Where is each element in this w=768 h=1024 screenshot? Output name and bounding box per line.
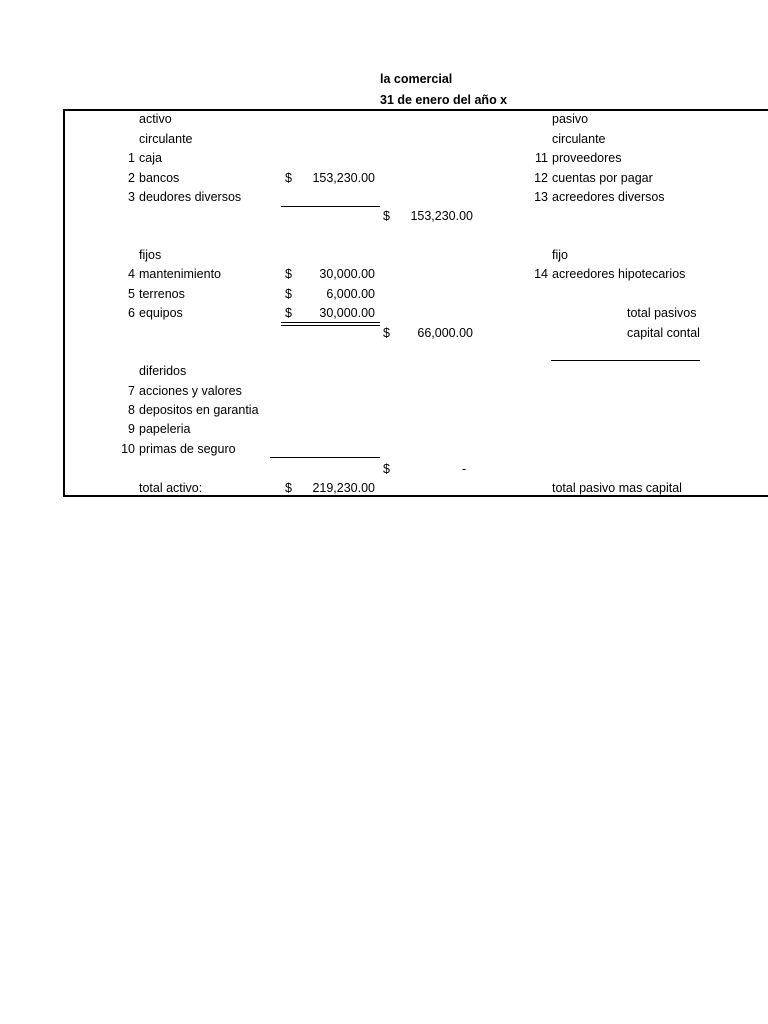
underline xyxy=(281,206,380,207)
balance-sheet-frame xyxy=(63,109,768,497)
row-label: primas de seguro xyxy=(139,442,236,456)
row-label: terrenos xyxy=(139,287,185,301)
currency-symbol: $ xyxy=(285,287,292,301)
row-label: acreedores hipotecarios xyxy=(552,267,686,281)
row-number: 6 xyxy=(128,306,135,320)
fijos-subtotal: 66,000.00 xyxy=(417,326,473,340)
activo-diferidos-title: diferidos xyxy=(139,364,187,378)
row-label: caja xyxy=(139,151,162,165)
total-pasivos-label: total pasivos xyxy=(627,306,697,320)
company-name: la comercial xyxy=(380,72,453,86)
row-number: 7 xyxy=(128,384,135,398)
underline xyxy=(281,325,380,326)
statement-date: 31 de enero del año x xyxy=(380,93,508,107)
currency-symbol: $ xyxy=(285,267,292,281)
row-label: mantenimiento xyxy=(139,267,221,281)
pasivo-circulante-title: circulante xyxy=(552,132,606,146)
currency-symbol: $ xyxy=(383,326,390,340)
row-number: 10 xyxy=(121,442,135,456)
currency-symbol: $ xyxy=(285,171,292,185)
pasivo-fijo-title: fijo xyxy=(552,248,568,262)
row-number: 12 xyxy=(534,171,548,185)
row-number: 11 xyxy=(535,151,548,165)
activo-fijos-title: fijos xyxy=(139,248,162,262)
total-activo-label: total activo: xyxy=(139,481,203,495)
row-number: 3 xyxy=(128,190,135,204)
row-number: 2 xyxy=(128,171,135,185)
row-number: 13 xyxy=(534,190,548,204)
row-label: bancos xyxy=(139,171,180,185)
diferidos-subtotal: - xyxy=(462,462,467,476)
pasivo-title: pasivo xyxy=(552,112,589,126)
total-activo-amount: 219,230.00 xyxy=(312,481,375,495)
row-amount: 30,000.00 xyxy=(319,306,375,320)
row-label: papeleria xyxy=(139,422,191,436)
currency-symbol: $ xyxy=(285,481,292,495)
currency-symbol: $ xyxy=(383,462,390,476)
row-number: 1 xyxy=(128,151,135,165)
row-label: equipos xyxy=(139,306,183,320)
row-label: cuentas por pagar xyxy=(552,171,653,185)
currency-symbol: $ xyxy=(383,209,390,223)
row-label: acciones y valores xyxy=(139,384,242,398)
row-label: proveedores xyxy=(552,151,622,165)
circulante-subtotal: 153,230.00 xyxy=(410,209,473,223)
underline xyxy=(281,322,380,323)
row-number: 4 xyxy=(128,267,135,281)
row-label: depositos en garantia xyxy=(139,403,259,417)
row-amount: 153,230.00 xyxy=(312,171,375,185)
capital-label: capital contal xyxy=(627,326,700,340)
row-number: 5 xyxy=(128,287,135,301)
underline xyxy=(551,360,700,361)
row-number: 9 xyxy=(128,422,135,436)
row-number: 8 xyxy=(128,403,135,417)
currency-symbol: $ xyxy=(285,306,292,320)
row-label: acreedores diversos xyxy=(552,190,665,204)
activo-circulante-title: circulante xyxy=(139,132,193,146)
row-number: 14 xyxy=(534,267,548,281)
activo-title: activo xyxy=(139,112,172,126)
underline xyxy=(270,457,380,458)
row-label: deudores diversos xyxy=(139,190,242,204)
total-pasivo-capital-label: total pasivo mas capital xyxy=(552,481,682,495)
row-amount: 6,000.00 xyxy=(326,287,375,301)
row-amount: 30,000.00 xyxy=(319,267,375,281)
